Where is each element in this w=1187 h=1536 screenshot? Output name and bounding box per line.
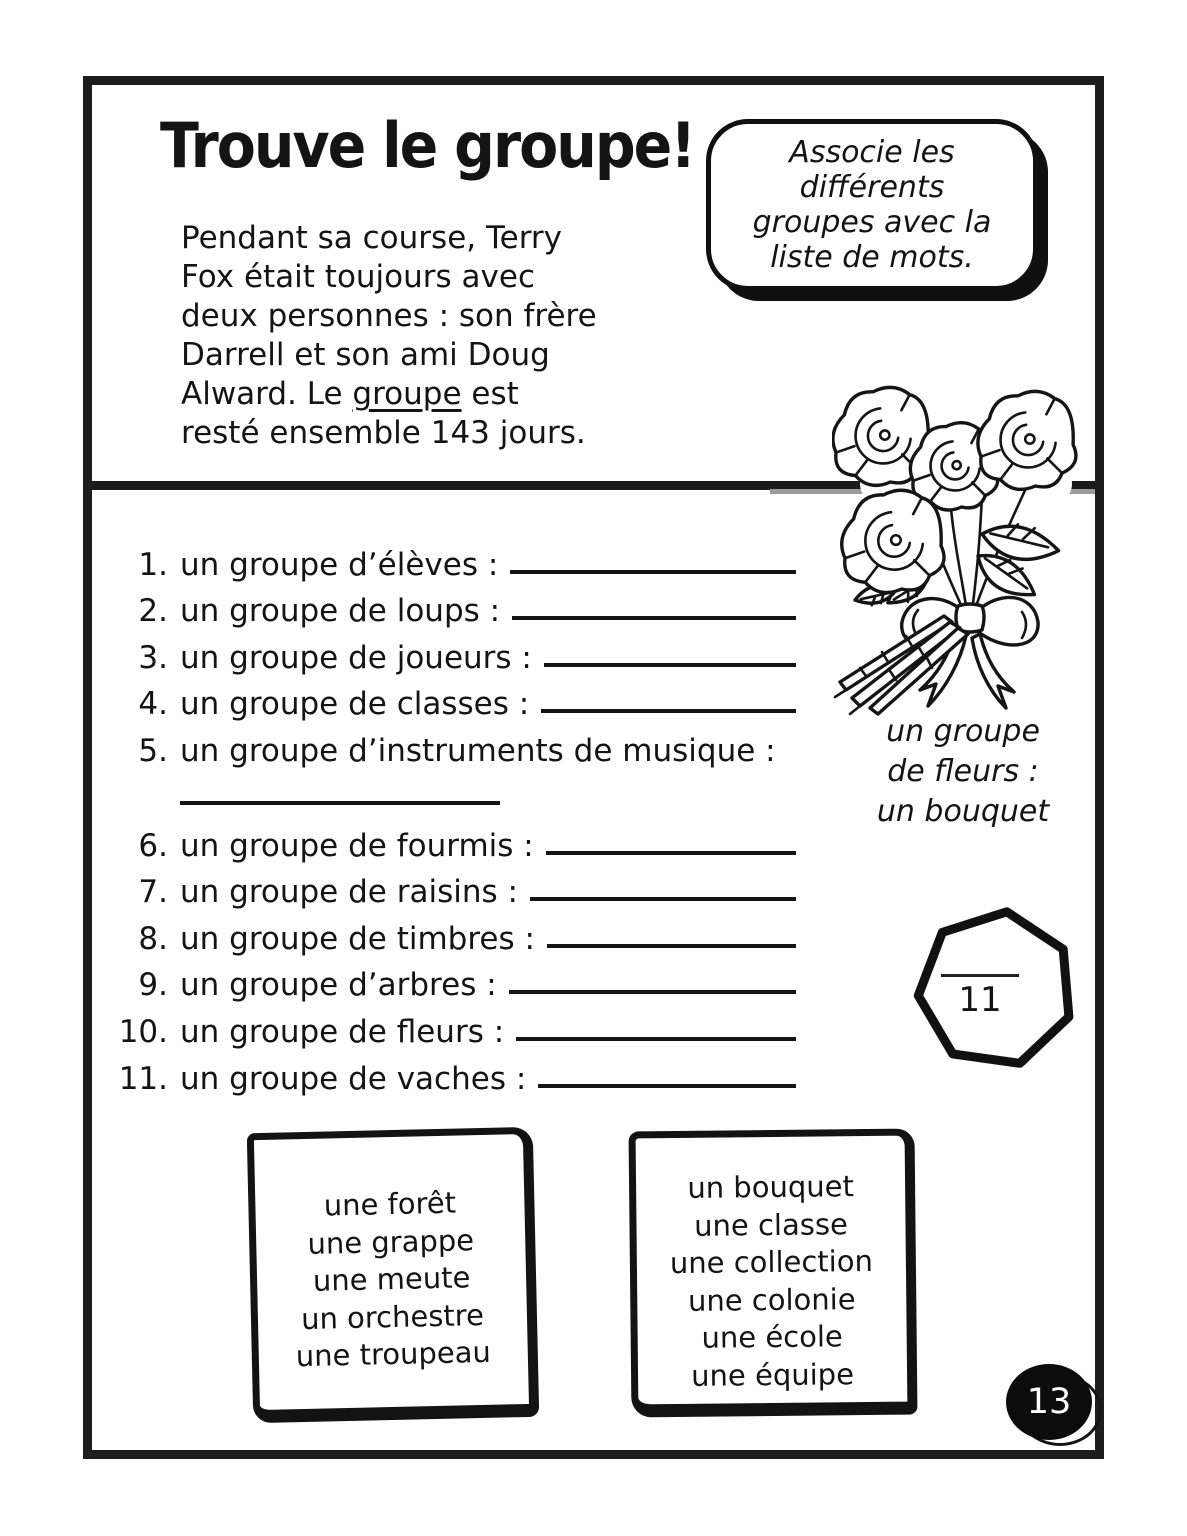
page-title: Trouve le groupe! bbox=[160, 110, 695, 183]
intro-line: Fox était toujours avec bbox=[181, 259, 535, 295]
word-bank-item: une école bbox=[701, 1319, 843, 1355]
word-bank-item: une équipe bbox=[690, 1356, 855, 1393]
instruction-text: Associe les différents groupes avec la liste de mots. bbox=[752, 135, 992, 275]
word-bank-item: un orchestre bbox=[300, 1297, 485, 1336]
word-bank-1 bbox=[247, 1127, 540, 1423]
question-row: 10. un groupe de fleurs : bbox=[104, 1003, 802, 1050]
question-row: 1. un groupe d’élèves : bbox=[104, 536, 802, 583]
word-bank-item: une collection bbox=[669, 1243, 874, 1281]
question-row: 7. un groupe de raisins : bbox=[104, 864, 802, 911]
answer-blank bbox=[512, 616, 796, 620]
question-row-blank bbox=[104, 769, 802, 805]
word-bank-item: une forêt bbox=[323, 1185, 457, 1223]
question-row: 3. un groupe de joueurs : bbox=[104, 629, 802, 676]
word-bank-item: une grappe bbox=[307, 1222, 475, 1261]
question-list bbox=[104, 536, 802, 1097]
answer-blank bbox=[546, 851, 796, 855]
intro-line: deux personnes : son frère bbox=[181, 298, 597, 334]
word-bank-item: une colonie bbox=[687, 1281, 856, 1318]
intro-line: Pendant sa course, Terry bbox=[181, 220, 563, 256]
score-blank bbox=[941, 974, 1019, 977]
answer-blank bbox=[544, 663, 796, 667]
question-row: 8. un groupe de timbres : bbox=[104, 910, 802, 957]
word-bank-item: un bouquet bbox=[687, 1169, 855, 1205]
page-number-disc bbox=[1006, 1364, 1092, 1440]
intro-paragraph bbox=[181, 219, 741, 453]
question-row: 2. un groupe de loups : bbox=[104, 583, 802, 630]
page-number: 13 bbox=[1026, 1382, 1072, 1422]
answer-blank bbox=[180, 768, 500, 805]
intro-line: Darrell et son ami Doug bbox=[181, 337, 550, 373]
answer-blank bbox=[541, 709, 796, 713]
instruction-bubble bbox=[706, 119, 1038, 291]
page-number-badge bbox=[1004, 1362, 1108, 1458]
rose-bouquet-illustration bbox=[832, 384, 1080, 720]
score-badge bbox=[908, 904, 1084, 1074]
intro-line: Alward. Le groupe est bbox=[181, 376, 519, 412]
intro-line: resté ensemble 143 jours. bbox=[181, 415, 586, 451]
question-row: 9. un groupe d’arbres : bbox=[104, 957, 802, 1004]
question-row: 6. un groupe de fourmis : bbox=[104, 817, 802, 864]
answer-blank bbox=[516, 1037, 796, 1041]
question-row: 11. un groupe de vaches : bbox=[104, 1050, 802, 1097]
word-bank-item: une troupeau bbox=[295, 1334, 492, 1374]
bouquet-caption: un groupe de fleurs : un bouquet bbox=[876, 714, 1050, 829]
word-bank-2 bbox=[629, 1129, 918, 1418]
word-bank-item: une meute bbox=[312, 1260, 471, 1298]
word-bank-item: une classe bbox=[693, 1206, 848, 1243]
score-total: 11 bbox=[958, 980, 1002, 1020]
question-row: 5. un groupe d’instruments de musique : bbox=[138, 732, 776, 769]
answer-blank bbox=[530, 897, 796, 901]
answer-blank bbox=[547, 944, 796, 948]
answer-blank bbox=[510, 570, 796, 574]
answer-blank bbox=[509, 990, 796, 994]
underlined-word: groupe bbox=[352, 376, 462, 412]
answer-blank bbox=[538, 1084, 796, 1088]
question-row: 4. un groupe de classes : bbox=[104, 676, 802, 723]
